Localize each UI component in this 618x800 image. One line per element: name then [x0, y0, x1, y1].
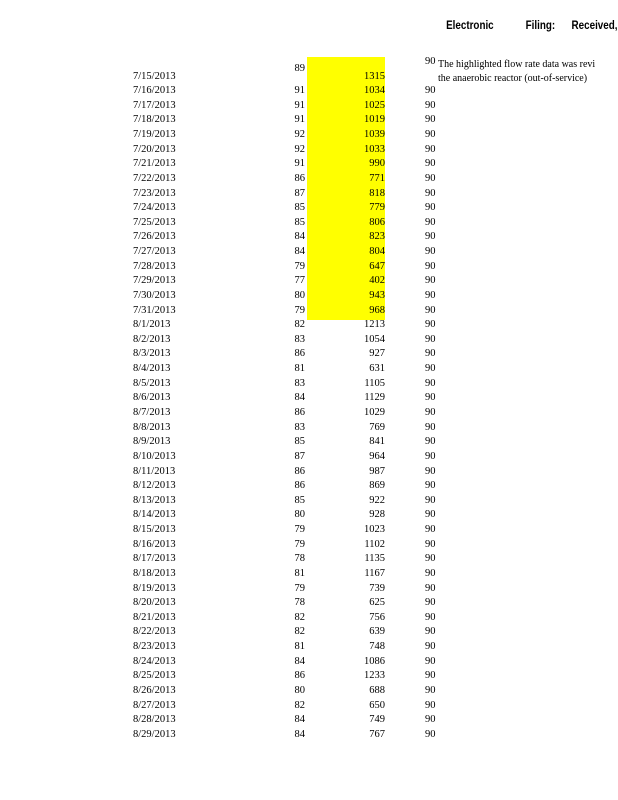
header-electronic: Electronic: [446, 18, 494, 32]
value-a-cell: 84: [294, 728, 305, 740]
table-row: [0, 465, 618, 480]
table-row: [0, 84, 618, 99]
value-a-cell: 91: [294, 158, 305, 170]
value-a-cell: 86: [294, 406, 305, 418]
header-received: Received,: [571, 18, 618, 32]
value-a-cell: 82: [294, 699, 305, 711]
table-row: [0, 655, 618, 670]
first-row-col-c: 90: [425, 56, 436, 67]
date-cell: 8/25/2013: [133, 670, 176, 682]
value-c-cell: 90: [425, 158, 436, 170]
table-row: [0, 216, 618, 231]
table-row: [0, 435, 618, 450]
value-c-cell: 90: [425, 582, 436, 594]
value-a-cell: 79: [294, 524, 305, 536]
value-a-cell: 84: [294, 714, 305, 726]
value-c-cell: 90: [425, 348, 436, 360]
flow-rate-cell: 1019: [364, 114, 385, 126]
table-row: [0, 406, 618, 421]
value-c-cell: 90: [425, 480, 436, 492]
date-cell: 7/27/2013: [133, 246, 176, 258]
date-cell: 7/21/2013: [133, 158, 176, 170]
flow-rate-cell: 968: [369, 304, 385, 316]
flow-rate-cell: 1213: [364, 319, 385, 331]
flow-rate-cell: 1023: [364, 524, 385, 536]
table-row: [0, 713, 618, 728]
table-row: [0, 289, 618, 304]
table-row: [0, 304, 618, 319]
table-row: [0, 582, 618, 597]
date-cell: 8/9/2013: [133, 436, 171, 448]
date-cell: 7/17/2013: [133, 99, 176, 111]
table-row: [0, 552, 618, 567]
value-a-cell: 81: [294, 567, 305, 579]
table-row: [0, 684, 618, 699]
value-c-cell: 90: [425, 172, 436, 184]
date-cell: 8/2/2013: [133, 333, 171, 345]
table-row: [0, 128, 618, 143]
flow-rate-cell: 748: [369, 641, 385, 653]
flow-rate-cell: 1167: [364, 567, 385, 579]
value-c-cell: 90: [425, 421, 436, 433]
flow-rate-cell: 639: [369, 626, 385, 638]
value-a-cell: 78: [294, 553, 305, 565]
date-cell: 8/5/2013: [133, 377, 171, 389]
table-row: [0, 172, 618, 187]
value-a-cell: 85: [294, 494, 305, 506]
value-a-cell: 92: [294, 143, 305, 155]
value-a-cell: 87: [294, 450, 305, 462]
value-c-cell: 90: [425, 216, 436, 228]
date-cell: 8/19/2013: [133, 582, 176, 594]
table-row: [0, 669, 618, 684]
value-a-cell: 77: [294, 275, 305, 287]
value-c-cell: 90: [425, 319, 436, 331]
table-row: [0, 143, 618, 158]
first-row-col-a: 89: [294, 63, 305, 74]
value-c-cell: 90: [425, 99, 436, 111]
flow-rate-cell: 767: [369, 728, 385, 740]
value-a-cell: 84: [294, 655, 305, 667]
value-a-cell: 79: [294, 538, 305, 550]
value-c-cell: 90: [425, 114, 436, 126]
flow-rate-cell: 1054: [364, 333, 385, 345]
flow-rate-cell: 818: [369, 187, 385, 199]
date-cell: 8/8/2013: [133, 421, 171, 433]
value-a-cell: 86: [294, 172, 305, 184]
flow-rate-cell: 806: [369, 216, 385, 228]
value-a-cell: 83: [294, 421, 305, 433]
value-c-cell: 90: [425, 699, 436, 711]
value-a-cell: 83: [294, 377, 305, 389]
flow-rate-cell: 650: [369, 699, 385, 711]
flow-rate-cell: 749: [369, 714, 385, 726]
flow-rate-cell: 625: [369, 597, 385, 609]
table-row: [0, 728, 618, 743]
value-a-cell: 79: [294, 304, 305, 316]
date-cell: 7/28/2013: [133, 260, 176, 272]
table-row: [0, 201, 618, 216]
date-cell: 7/31/2013: [133, 304, 176, 316]
flow-rate-cell: 804: [369, 246, 385, 258]
date-cell: 7/23/2013: [133, 187, 176, 199]
flow-rate-cell: 943: [369, 289, 385, 301]
date-cell: 8/7/2013: [133, 406, 171, 418]
value-c-cell: 90: [425, 553, 436, 565]
value-a-cell: 91: [294, 114, 305, 126]
table-row: [0, 113, 618, 128]
value-a-cell: 92: [294, 129, 305, 141]
value-a-cell: 84: [294, 392, 305, 404]
value-a-cell: 79: [294, 260, 305, 272]
date-cell: 7/20/2013: [133, 143, 176, 155]
value-a-cell: 84: [294, 246, 305, 258]
table-row: [0, 699, 618, 714]
value-c-cell: 90: [425, 85, 436, 97]
value-a-cell: 80: [294, 509, 305, 521]
value-a-cell: 82: [294, 611, 305, 623]
table-row: [0, 596, 618, 611]
value-c-cell: 90: [425, 143, 436, 155]
value-c-cell: 90: [425, 333, 436, 345]
flow-rate-cell: 841: [369, 436, 385, 448]
table-row: [0, 640, 618, 655]
flow-rate-cell: 756: [369, 611, 385, 623]
value-c-cell: 90: [425, 670, 436, 682]
table-row: [0, 347, 618, 362]
date-cell: 7/18/2013: [133, 114, 176, 126]
date-cell: 7/30/2013: [133, 289, 176, 301]
flow-rate-cell: 1034: [364, 85, 385, 97]
date-cell: 8/16/2013: [133, 538, 176, 550]
flow-rate-cell: 739: [369, 582, 385, 594]
table-row: [0, 318, 618, 333]
date-cell: 7/16/2013: [133, 85, 176, 97]
value-c-cell: 90: [425, 641, 436, 653]
value-a-cell: 87: [294, 187, 305, 199]
flow-rate-cell: 1086: [364, 655, 385, 667]
value-a-cell: 78: [294, 597, 305, 609]
value-c-cell: 90: [425, 597, 436, 609]
date-cell: 8/12/2013: [133, 480, 176, 492]
flow-rate-cell: 1029: [364, 406, 385, 418]
date-cell: 7/22/2013: [133, 172, 176, 184]
value-c-cell: 90: [425, 304, 436, 316]
flow-rate-cell: 779: [369, 202, 385, 214]
value-c-cell: 90: [425, 524, 436, 536]
table-row: [0, 230, 618, 245]
value-a-cell: 81: [294, 641, 305, 653]
flow-rate-cell: 647: [369, 260, 385, 272]
value-c-cell: 90: [425, 436, 436, 448]
value-c-cell: 90: [425, 450, 436, 462]
flow-rate-cell: 964: [369, 450, 385, 462]
date-cell: 8/20/2013: [133, 597, 176, 609]
value-c-cell: 90: [425, 289, 436, 301]
flow-rate-cell: 1135: [364, 553, 385, 565]
flow-rate-cell: 1039: [364, 129, 385, 141]
flow-rate-cell: 771: [369, 172, 385, 184]
value-c-cell: 90: [425, 728, 436, 740]
value-a-cell: 86: [294, 348, 305, 360]
value-a-cell: 85: [294, 202, 305, 214]
table-row: [0, 523, 618, 538]
value-a-cell: 83: [294, 333, 305, 345]
value-a-cell: 85: [294, 216, 305, 228]
flow-rate-cell: 927: [369, 348, 385, 360]
date-cell: 8/4/2013: [133, 363, 171, 375]
value-c-cell: 90: [425, 465, 436, 477]
flow-rate-cell: 1233: [364, 670, 385, 682]
date-cell: 7/26/2013: [133, 231, 176, 243]
table-row: [0, 450, 618, 465]
value-c-cell: 90: [425, 260, 436, 272]
table-row: [0, 377, 618, 392]
date-cell: 8/18/2013: [133, 567, 176, 579]
value-a-cell: 80: [294, 289, 305, 301]
date-cell: 7/15/2013: [133, 70, 176, 82]
date-cell: 7/19/2013: [133, 129, 176, 141]
flow-rate-cell: 1025: [364, 99, 385, 111]
value-c-cell: 90: [425, 509, 436, 521]
note-line-1: The highlighted flow rate data was revi: [438, 59, 596, 70]
flow-rate-cell: 1102: [364, 538, 385, 550]
value-c-cell: 90: [425, 129, 436, 141]
value-a-cell: 86: [294, 670, 305, 682]
table-row: [0, 362, 618, 377]
table-row: [0, 508, 618, 523]
value-c-cell: 90: [425, 611, 436, 623]
flow-rate-cell: 402: [369, 275, 385, 287]
table-row: [0, 494, 618, 509]
value-c-cell: 90: [425, 684, 436, 696]
date-cell: 8/10/2013: [133, 450, 176, 462]
value-c-cell: 90: [425, 567, 436, 579]
flow-rate-cell: 990: [369, 158, 385, 170]
flow-rate-cell: 1129: [364, 392, 385, 404]
flow-rate-cell: 922: [369, 494, 385, 506]
value-c-cell: 90: [425, 377, 436, 389]
table-row: [0, 260, 618, 275]
header-filing: Filing:: [525, 18, 556, 32]
table-row: [0, 567, 618, 582]
date-cell: 7/24/2013: [133, 202, 176, 214]
table-row: [0, 391, 618, 406]
value-a-cell: 82: [294, 319, 305, 331]
date-cell: 8/29/2013: [133, 728, 176, 740]
date-cell: 8/15/2013: [133, 524, 176, 536]
table-row: [0, 538, 618, 553]
date-cell: 8/28/2013: [133, 714, 176, 726]
table-row: [0, 274, 618, 289]
table-row: [0, 333, 618, 348]
value-a-cell: 82: [294, 626, 305, 638]
value-c-cell: 90: [425, 714, 436, 726]
flow-rate-cell: 928: [369, 509, 385, 521]
value-a-cell: 85: [294, 436, 305, 448]
table-row: [0, 245, 618, 260]
date-cell: 8/13/2013: [133, 494, 176, 506]
date-cell: 8/23/2013: [133, 641, 176, 653]
flow-rate-cell: 1105: [364, 377, 385, 389]
table-row: [0, 479, 618, 494]
date-cell: 8/22/2013: [133, 626, 176, 638]
value-c-cell: 90: [425, 626, 436, 638]
table-row: [0, 99, 618, 114]
flow-rate-cell: 1315: [364, 70, 385, 82]
flow-rate-cell: 1033: [364, 143, 385, 155]
date-cell: 8/24/2013: [133, 655, 176, 667]
table-row: [0, 421, 618, 436]
date-cell: 8/3/2013: [133, 348, 171, 360]
value-c-cell: 90: [425, 392, 436, 404]
value-a-cell: 86: [294, 465, 305, 477]
table-row: [0, 187, 618, 202]
table-row: [0, 157, 618, 172]
date-cell: 7/29/2013: [133, 275, 176, 287]
value-a-cell: 91: [294, 85, 305, 97]
value-c-cell: 90: [425, 202, 436, 214]
flow-rate-cell: 631: [369, 363, 385, 375]
date-cell: 8/21/2013: [133, 611, 176, 623]
date-cell: 8/26/2013: [133, 684, 176, 696]
flow-rate-cell: 823: [369, 231, 385, 243]
value-a-cell: 81: [294, 363, 305, 375]
value-c-cell: 90: [425, 538, 436, 550]
date-cell: 8/27/2013: [133, 699, 176, 711]
flow-rate-cell: 769: [369, 421, 385, 433]
value-c-cell: 90: [425, 246, 436, 258]
value-c-cell: 90: [425, 363, 436, 375]
date-cell: 7/25/2013: [133, 216, 176, 228]
value-a-cell: 86: [294, 480, 305, 492]
value-a-cell: 79: [294, 582, 305, 594]
value-c-cell: 90: [425, 231, 436, 243]
table-row: [0, 70, 618, 85]
value-a-cell: 91: [294, 99, 305, 111]
flow-rate-cell: 869: [369, 480, 385, 492]
value-c-cell: 90: [425, 187, 436, 199]
value-c-cell: 90: [425, 494, 436, 506]
date-cell: 8/14/2013: [133, 509, 176, 521]
value-a-cell: 80: [294, 684, 305, 696]
date-cell: 8/6/2013: [133, 392, 171, 404]
value-a-cell: 84: [294, 231, 305, 243]
value-c-cell: 90: [425, 406, 436, 418]
flow-rate-cell: 688: [369, 684, 385, 696]
date-cell: 8/1/2013: [133, 319, 171, 331]
value-c-cell: 90: [425, 275, 436, 287]
note-line-2: the anaerobic reactor (out-of-service): [438, 73, 588, 84]
table-row: [0, 625, 618, 640]
flow-rate-cell: 987: [369, 465, 385, 477]
page-header: [0, 18, 618, 38]
date-cell: 8/17/2013: [133, 553, 176, 565]
value-c-cell: 90: [425, 655, 436, 667]
date-cell: 8/11/2013: [133, 465, 176, 477]
table-row: [0, 611, 618, 626]
